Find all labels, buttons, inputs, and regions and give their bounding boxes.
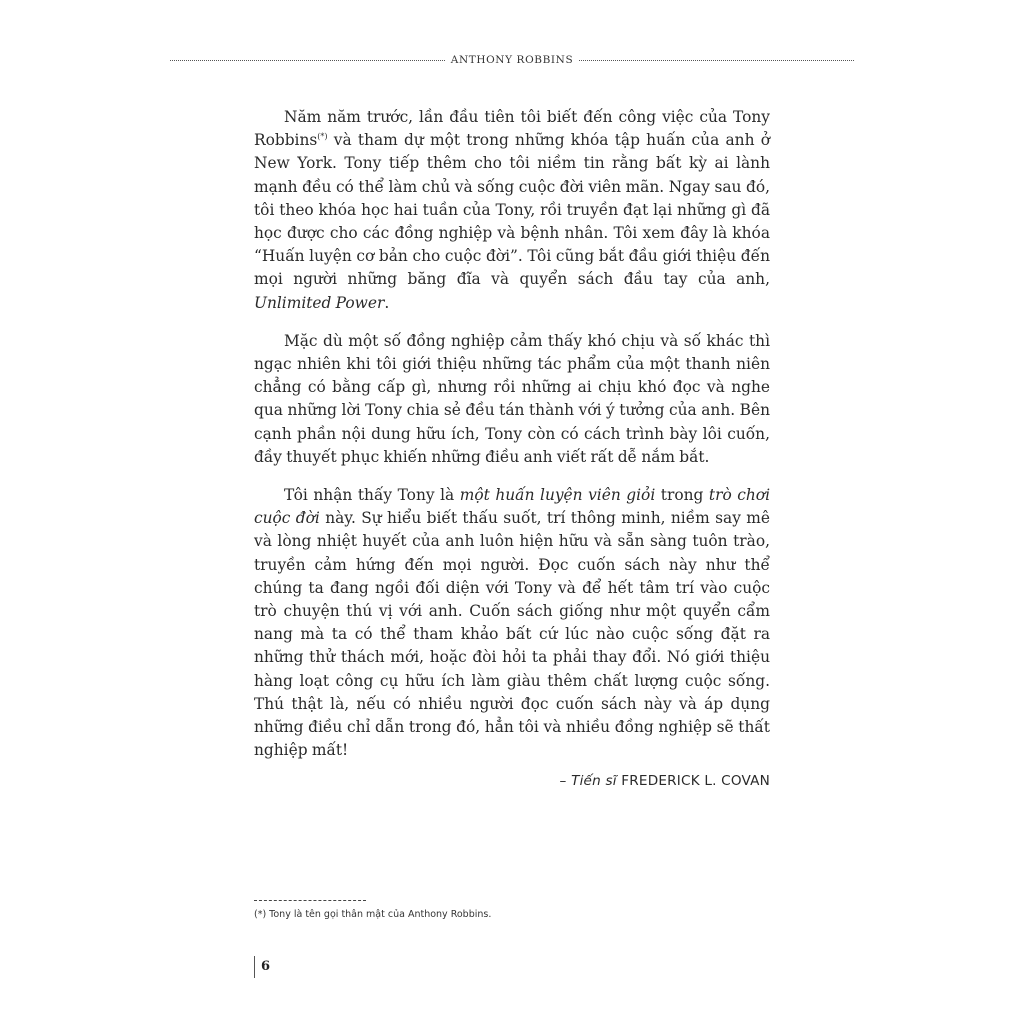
paragraph-3 bbox=[254, 484, 770, 762]
footnote-separator bbox=[254, 900, 366, 901]
p3-text-a: Tôi nhận thấy Tony là bbox=[284, 486, 460, 505]
footnote-marker: (*) bbox=[317, 132, 328, 142]
running-header bbox=[170, 54, 854, 66]
footnote: (*) Tony là tên gọi thân mật của Anthony Robbins. bbox=[254, 909, 492, 920]
p1-text-b: và tham dự một trong những khóa tập huấn của anh ở New York. Tony tiếp thêm cho tôi niềm tin rằng bất kỳ ai lành mạnh đều có thể làm chủ và sống cuộc đời viên mãn. Ngay sau đó, tôi theo khóa học hai tuần của Tony, rồi truyền đạt lại những gì đã học được cho các đồng nghiệp và bệnh nhân. Tôi xem đây là khóa “Huấn luyện cơ bản cho cuộc đời”. Tôi cũng bắt đầu giới thiệu đến mọi người những băng đĩa và quyển sách đầu tay của anh, bbox=[254, 131, 770, 289]
paragraph-2: Mặc dù một số đồng nghiệp cảm thấy khó chịu và số khác thì ngạc nhiên khi tôi giới thiệu những tác phẩm của một thanh niên chẳng có bằng cấp gì, nhưng rồi những ai chịu khó đọc và nghe qua những lời Tony chia sẻ đều tán thành với ý tưởng của anh. Bên cạnh phần nội dung hữu ích, Tony còn có cách trình bày lôi cuốn, đầy thuyết phục khiến những điều anh viết rất dễ nắm bắt. bbox=[254, 331, 770, 466]
author-signature bbox=[254, 770, 770, 793]
signature-title: Tiến sĩ bbox=[571, 773, 617, 790]
header-dotted-rule-left bbox=[170, 60, 445, 61]
p1-end: . bbox=[384, 293, 390, 312]
p3-text-c: này. Sự hiểu biết thấu suốt, trí thông minh, niềm say mê và lòng nhiệt huyết của anh luôn hiện hữu và sẵn sàng tuôn trào, truyền cảm hứng đến mọi người. Đọc cuốn sách này như thể chúng ta đang ngồi đối diện với Tony và để hết tâm trí vào cuộc trò chuyện thú vị với anh. Cuốn sách giống như một quyển cẩm nang mà ta có thể tham khảo bất cứ lúc nào cuộc sống đặt ra những thử thách mới, hoặc đòi hỏi ta phải thay đổi. Nó giới thiệu hàng loạt công cụ hữu ích làm giàu thêm chất lượng cuộc sống. Thú thật là, nếu có nhiều người đọc cuốn sách này và áp dụng những điều chỉ dẫn trong đó, hẳn tôi và nhiều đồng nghiệp sẽ thất nghiệp mất! bbox=[254, 509, 770, 760]
main-text bbox=[254, 106, 770, 794]
p1-text-a: Năm năm trước, lần đầu tiên tôi biết đến công việc của Tony Robbins bbox=[254, 108, 770, 150]
signature-dash: – bbox=[559, 773, 572, 790]
header-title: ANTHONY ROBBINS bbox=[450, 54, 574, 66]
signature-name: FREDERICK L. COVAN bbox=[616, 773, 770, 790]
p3-text-b: trong bbox=[655, 486, 709, 505]
paragraph-1 bbox=[254, 106, 770, 315]
book-title: Unlimited Power bbox=[254, 293, 385, 312]
header-dotted-rule-right bbox=[579, 60, 854, 61]
p3-italic-2: trò chơi cuộc đời bbox=[254, 486, 770, 528]
page-number: 6 bbox=[254, 956, 270, 978]
p3-italic-1: một huấn luyện viên giỏi bbox=[459, 486, 656, 505]
